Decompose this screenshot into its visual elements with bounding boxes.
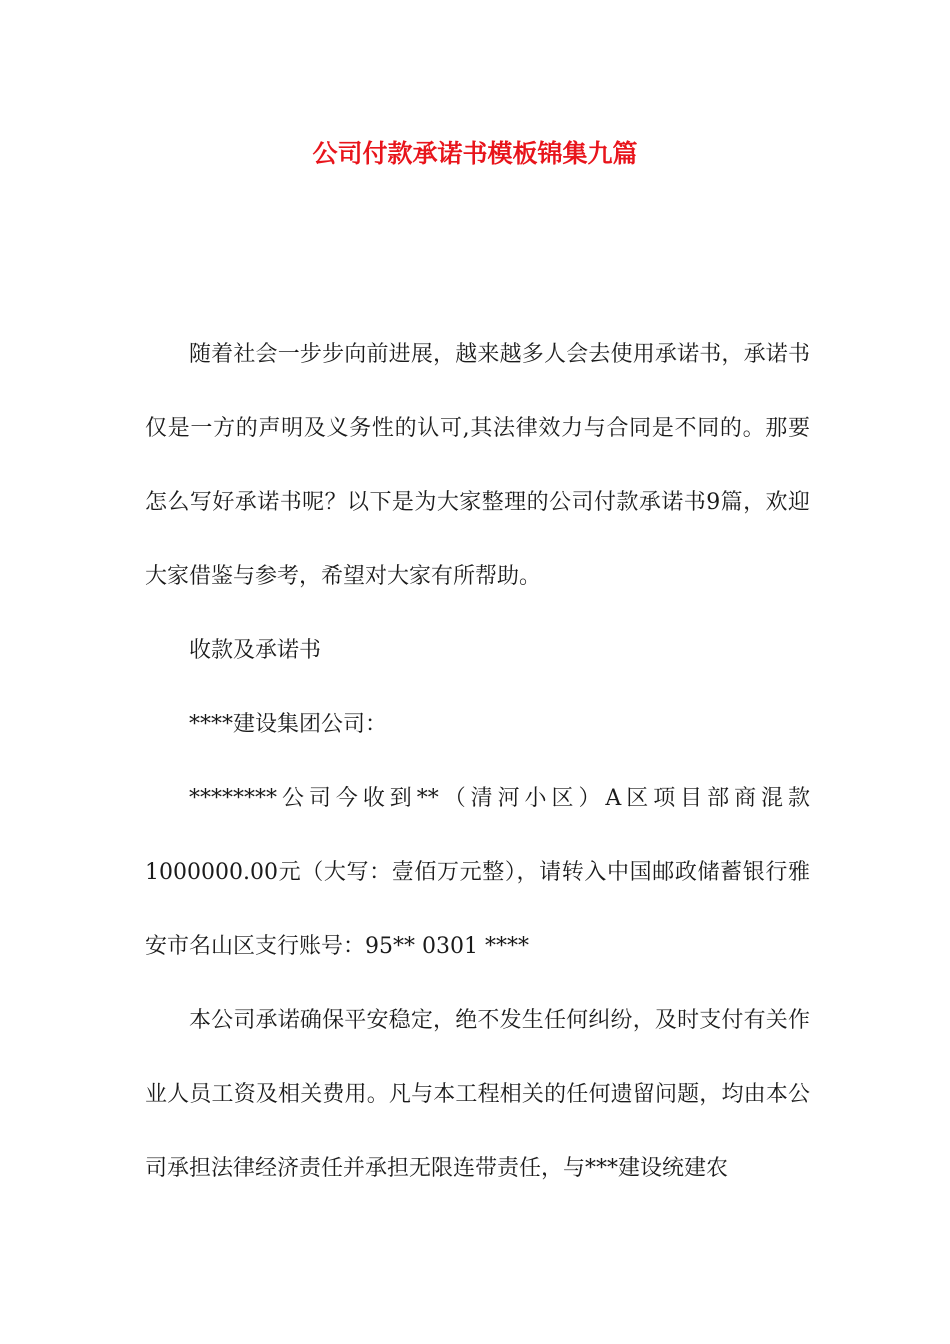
document-body bbox=[145, 318, 810, 1206]
addressee-line: ****建设集团公司： bbox=[189, 712, 388, 737]
intro-paragraph: 随着社会一步步向前进展，越来越多人会去使用承诺书，承诺书仅是一方的声明及义务性的认可,其法律效力与合同是不同的。那要怎么写好承诺书呢？以下是为大家整理的公司付款承诺书9篇，欢迎大家借鉴与参考，希望对大家有所帮助。 bbox=[145, 342, 810, 589]
receipt-paragraph: ********公司今收到**（清河小区）A区项目部商混款1000000.00元（大写：壹佰万元整），请转入中国邮政储蓄银行雅安市名山区支行账号：95** 0301 **** bbox=[145, 786, 810, 959]
section-heading: 收款及承诺书 bbox=[189, 638, 322, 663]
document-title: 公司付款承诺书模板锦集九篇 bbox=[312, 139, 638, 168]
commitment-paragraph: 本公司承诺确保平安稳定，绝不发生任何纠纷，及时支付有关作业人员工资及相关费用。凡与本工程相关的任何遗留问题，均由本公司承担法律经济责任并承担无限连带责任，与***建设统建农 bbox=[145, 1008, 810, 1181]
